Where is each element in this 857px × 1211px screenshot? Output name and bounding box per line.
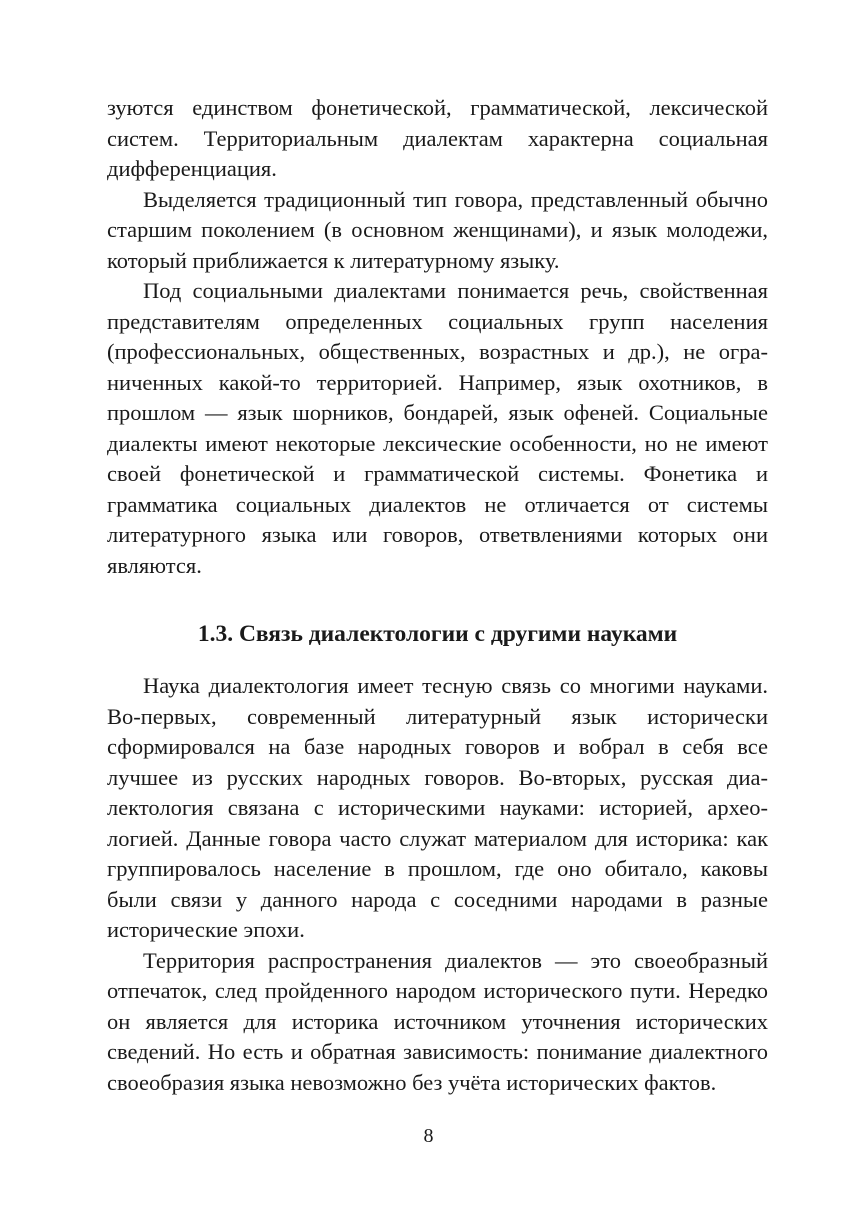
paragraph-territory: Территория распространения диалектов — это своеобразный отпечаток, след пройденного народом исторического пути. Нередко он является для историка источником уточнения исторических сведений. Но есть и обратная зависимость: понимание диалектного своеобразия языка невозможно без учёта исторических фактов. xyxy=(107,947,768,1095)
paragraph-social-dialects: Под социальными диалектами понимается речь, свойственная представителям определенных социальных групп населения (профессиональных, общественных, возрастных и др.), не ограниченных какой-то территорией. Например, язык охотников, в прошлом — язык шорников, бондарей, язык офеней. Социальные диалекты имеют некоторые лексические особенности, но не имеют своей фонетической и грамматической системы. Фонетика и грамматика социальных диалектов не отличается от системы литературного языка или говоров, ответвлениями которых они являются. xyxy=(107,278,768,578)
page-number: 8 xyxy=(423,1125,434,1147)
paragraph-continuation: зуются единством фонетической, грамматической, лексической систем. Территориальным диалектам характерна социальная дифференциация. xyxy=(107,95,768,181)
section-heading: 1.3. Связь диалектологии с другими науками xyxy=(197,621,678,647)
paragraph-science-links: Наука диалектология имеет тесную связь со многими науками. Во-первых, современный литературный язык исторически сформировался на базе народных говоров и вобрал в себя все лучшее из русских народных говоров. Во-вторых, русская диалектология связана с историческими науками: историей, археологией. Данные говора часто служат материалом для историка: как группировалось население в прошлом, где оно обитало, каковы были связи у данного народа с соседними народами в разные исторические эпохи. xyxy=(107,673,768,942)
page-body xyxy=(107,93,768,1098)
paragraph-speech-types: Выделяется традиционный тип говора, представленный обычно старшим поколением (в основном женщинами), и язык молодежи, который приближается к литературному языку. xyxy=(107,186,768,273)
